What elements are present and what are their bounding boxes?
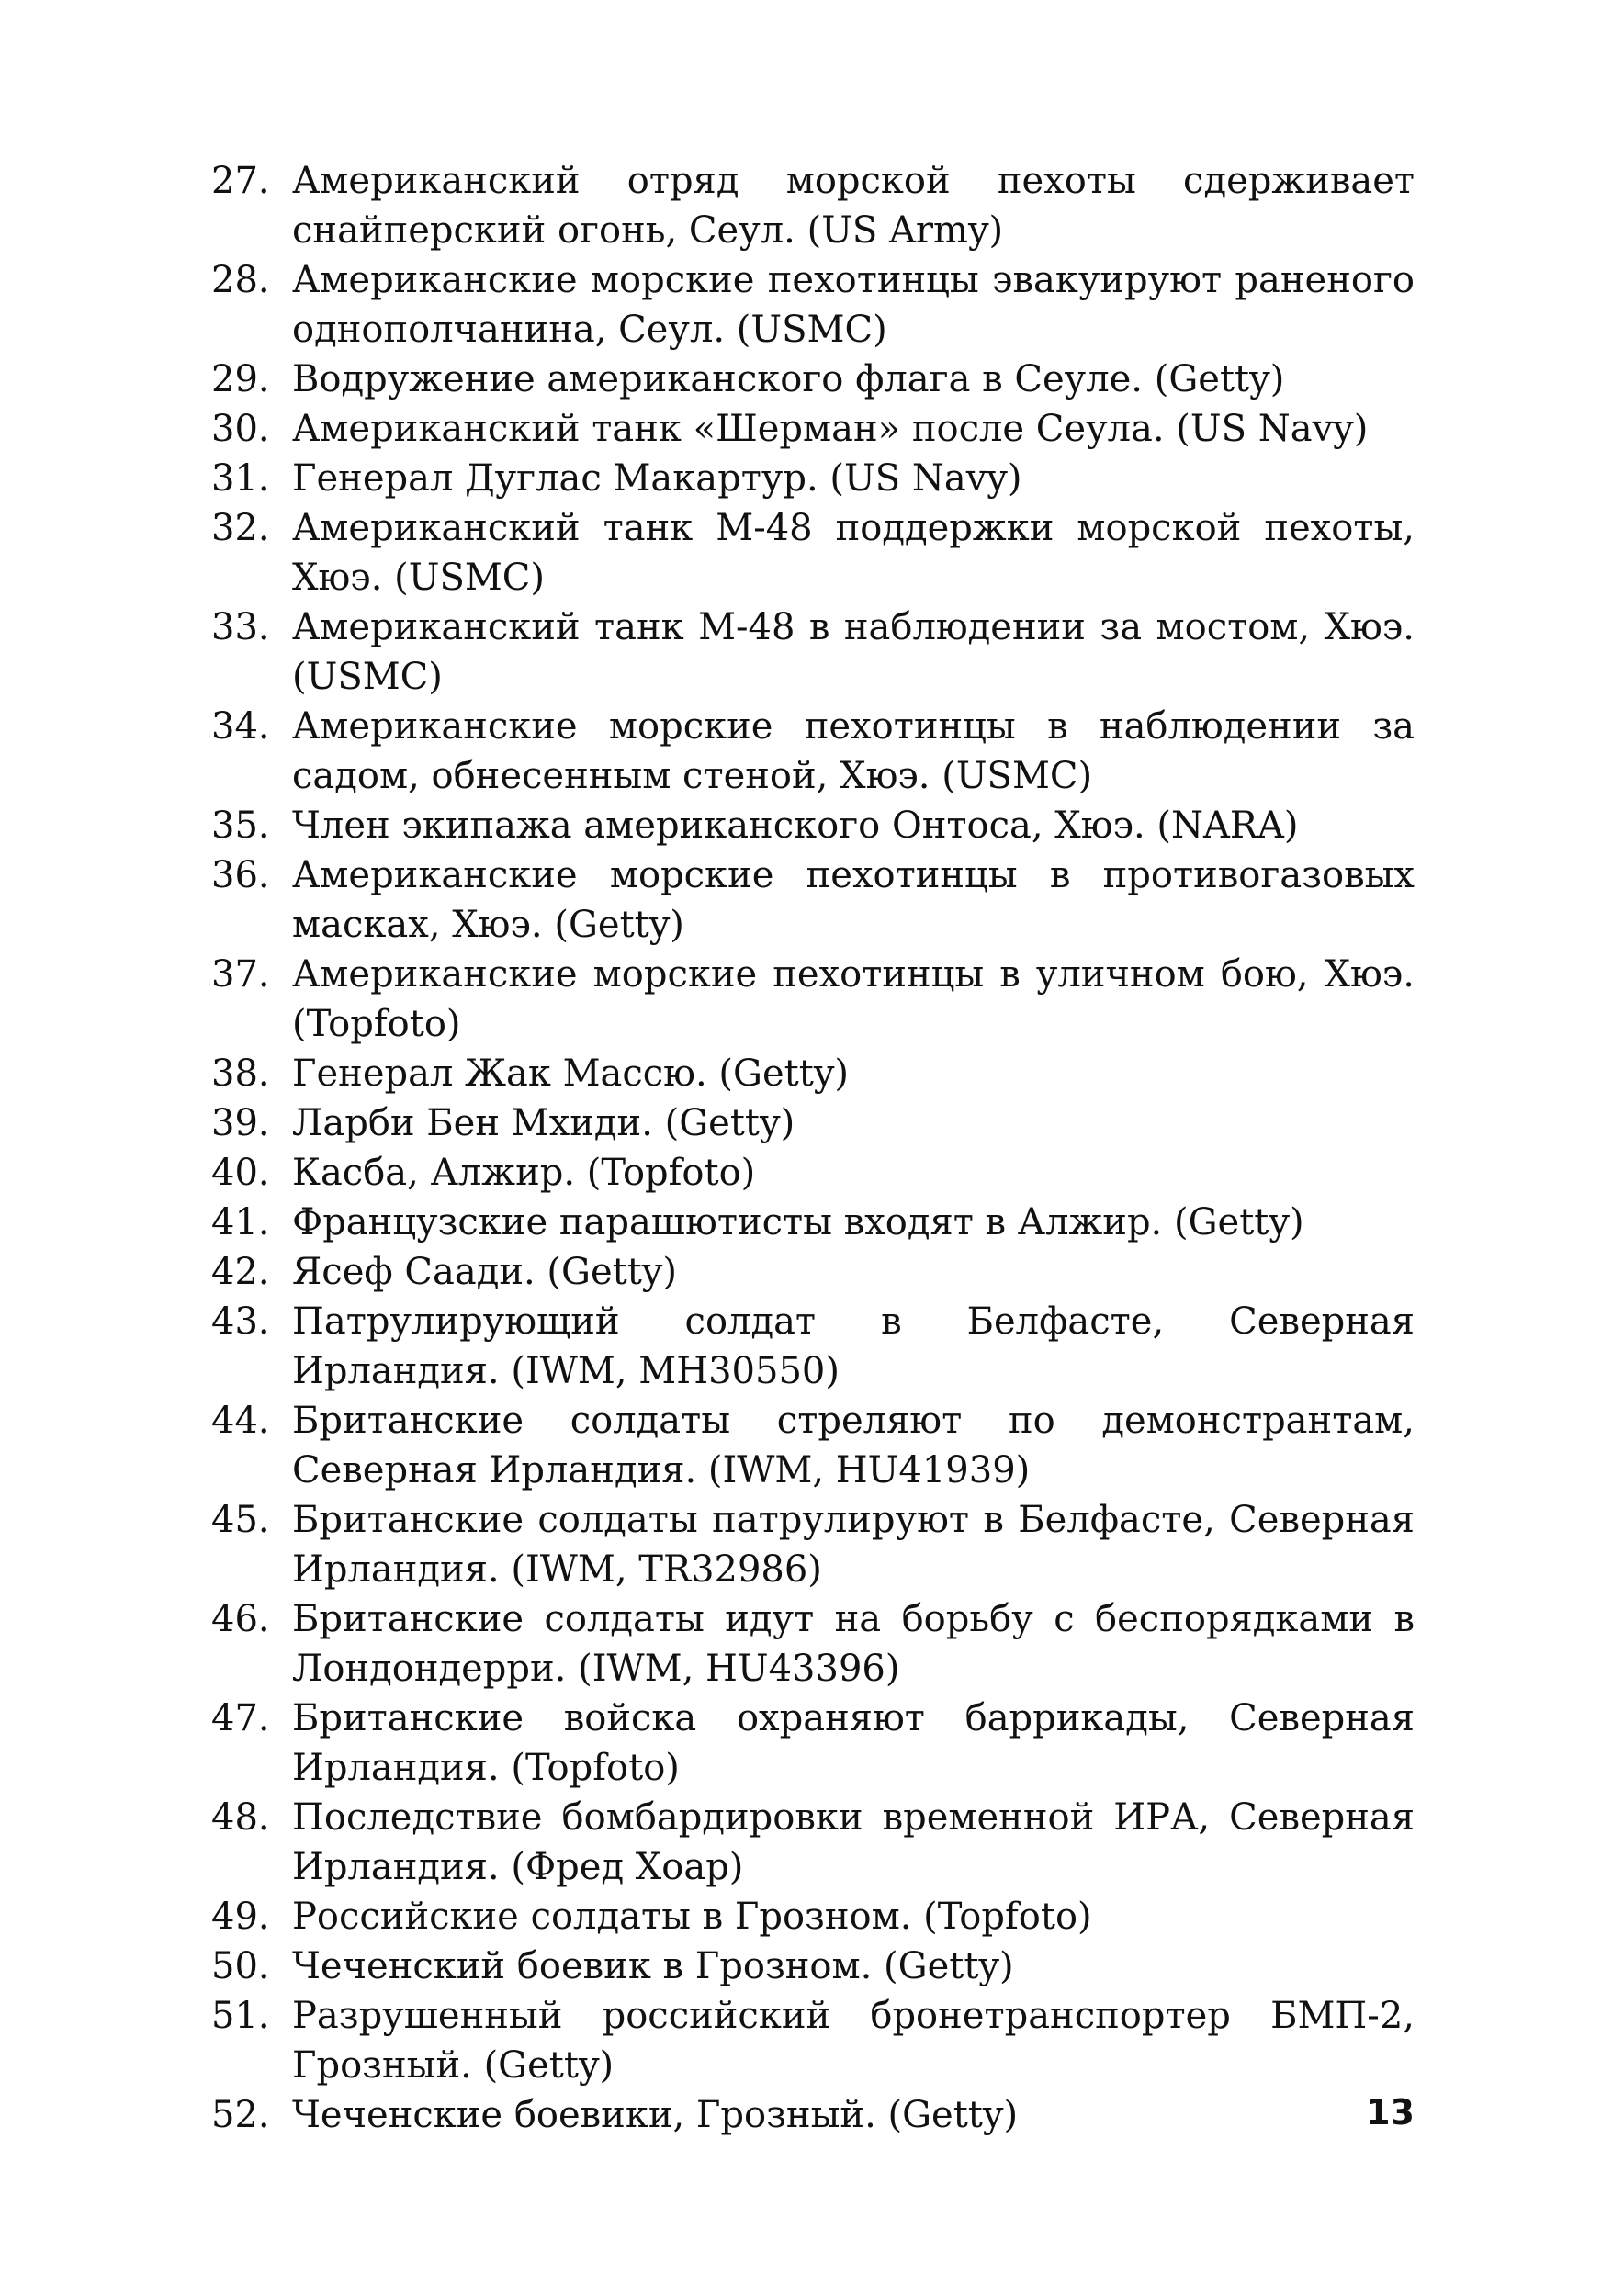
list-item — [211, 1594, 1415, 1694]
item-caption: Американские морские пехотинцы в уличном бою, Хюэ. (Topfoto) — [292, 953, 1415, 1045]
item-number: 47. — [211, 1697, 270, 1739]
item-number: 52. — [211, 2094, 270, 2136]
item-number: 43. — [211, 1300, 270, 1343]
item-caption: Американские морские пехотинцы в наблюдении за садом, обнесенным стеной, Хюэ. (USMC) — [292, 705, 1415, 797]
item-number: 42. — [211, 1251, 270, 1293]
list-item — [211, 602, 1415, 702]
list-item — [211, 1694, 1415, 1793]
item-caption: Разрушенный российский бронетранспортер БМП-2, Грозный. (Getty) — [292, 1995, 1415, 2087]
list-item — [211, 1892, 1415, 1941]
item-caption: Патрулирующий солдат в Белфасте, Северная Ирландия. (IWM, MH30550) — [292, 1300, 1415, 1392]
list-item — [211, 1793, 1415, 1892]
list-item — [211, 355, 1415, 404]
item-caption: Генерал Дуглас Макартур. (US Navy) — [292, 457, 1022, 500]
item-number: 48. — [211, 1796, 270, 1839]
item-number: 27. — [211, 160, 270, 202]
list-item — [211, 156, 1415, 255]
item-caption: Американский танк М-48 поддержки морской пехоты, Хюэ. (USMC) — [292, 507, 1415, 599]
item-number: 34. — [211, 705, 270, 748]
item-caption: Американский танк «Шерман» после Сеула. (US Navy) — [292, 408, 1369, 450]
list-item — [211, 950, 1415, 1049]
list-item — [211, 1991, 1415, 2090]
item-number: 41. — [211, 1201, 270, 1244]
item-caption: Ясеф Саади. (Getty) — [292, 1251, 678, 1293]
item-number: 50. — [211, 1945, 270, 1987]
item-number: 38. — [211, 1052, 270, 1095]
item-number: 44. — [211, 1400, 270, 1442]
item-number: 45. — [211, 1499, 270, 1541]
item-number: 37. — [211, 953, 270, 996]
list-item — [211, 2090, 1415, 2140]
list-item — [211, 1495, 1415, 1594]
list-item — [211, 1098, 1415, 1148]
item-caption: Американский отряд морской пехоты сдерживает снайперский огонь, Сеул. (US Army) — [292, 160, 1415, 252]
list-item — [211, 850, 1415, 950]
list-item — [211, 1198, 1415, 1247]
item-caption: Британские солдаты идут на борьбу с беспорядками в Лондондерри. (IWM, HU43396) — [292, 1598, 1415, 1690]
list-item — [211, 1148, 1415, 1198]
item-number: 33. — [211, 606, 270, 648]
item-caption: Французские парашютисты входят в Алжир. (Getty) — [292, 1201, 1304, 1244]
list-item — [211, 1396, 1415, 1495]
list-item — [211, 1297, 1415, 1396]
illustration-list — [211, 156, 1415, 2140]
page-number: 13 — [1366, 2092, 1415, 2133]
item-caption: Последствие бомбардировки временной ИРА, Северная Ирландия. (Фред Хоар) — [292, 1796, 1415, 1888]
item-caption: Британские солдаты стреляют по демонстрантам, Северная Ирландия. (IWM, HU41939) — [292, 1400, 1415, 1491]
list-item — [211, 1247, 1415, 1297]
item-caption: Член экипажа американского Онтоса, Хюэ. (NARA) — [292, 805, 1299, 847]
list-item — [211, 1049, 1415, 1098]
item-number: 30. — [211, 408, 270, 450]
item-caption: Водружение американского флага в Сеуле. (Getty) — [292, 358, 1285, 400]
list-item — [211, 454, 1415, 503]
item-caption: Американский танк М-48 в наблюдении за мостом, Хюэ. (USMC) — [292, 606, 1415, 698]
list-item — [211, 1941, 1415, 1991]
item-number: 51. — [211, 1995, 270, 2037]
item-number: 28. — [211, 259, 270, 301]
item-caption: Касба, Алжир. (Topfoto) — [292, 1152, 756, 1194]
item-number: 39. — [211, 1102, 270, 1144]
item-caption: Американские морские пехотинцы эвакуируют раненого однополчанина, Сеул. (USMC) — [292, 259, 1415, 351]
item-number: 49. — [211, 1896, 270, 1938]
item-caption: Американские морские пехотинцы в противогазовых масках, Хюэ. (Getty) — [292, 854, 1415, 946]
item-caption: Генерал Жак Массю. (Getty) — [292, 1052, 850, 1095]
item-number: 32. — [211, 507, 270, 549]
list-item — [211, 255, 1415, 355]
item-caption: Британские войска охраняют баррикады, Северная Ирландия. (Topfoto) — [292, 1697, 1415, 1789]
item-caption: Ларби Бен Мхиди. (Getty) — [292, 1102, 795, 1144]
list-item — [211, 801, 1415, 850]
item-caption: Чеченский боевик в Грозном. (Getty) — [292, 1945, 1014, 1987]
item-number: 40. — [211, 1152, 270, 1194]
item-number: 35. — [211, 805, 270, 847]
item-number: 46. — [211, 1598, 270, 1640]
item-caption: Российские солдаты в Грозном. (Topfoto) — [292, 1896, 1092, 1938]
list-item — [211, 404, 1415, 454]
item-number: 36. — [211, 854, 270, 896]
list-item — [211, 702, 1415, 801]
list-item — [211, 503, 1415, 602]
item-caption: Чеченские боевики, Грозный. (Getty) — [292, 2094, 1019, 2136]
item-number: 29. — [211, 358, 270, 400]
item-number: 31. — [211, 457, 270, 500]
item-caption: Британские солдаты патрулируют в Белфасте, Северная Ирландия. (IWM, TR32986) — [292, 1499, 1415, 1591]
